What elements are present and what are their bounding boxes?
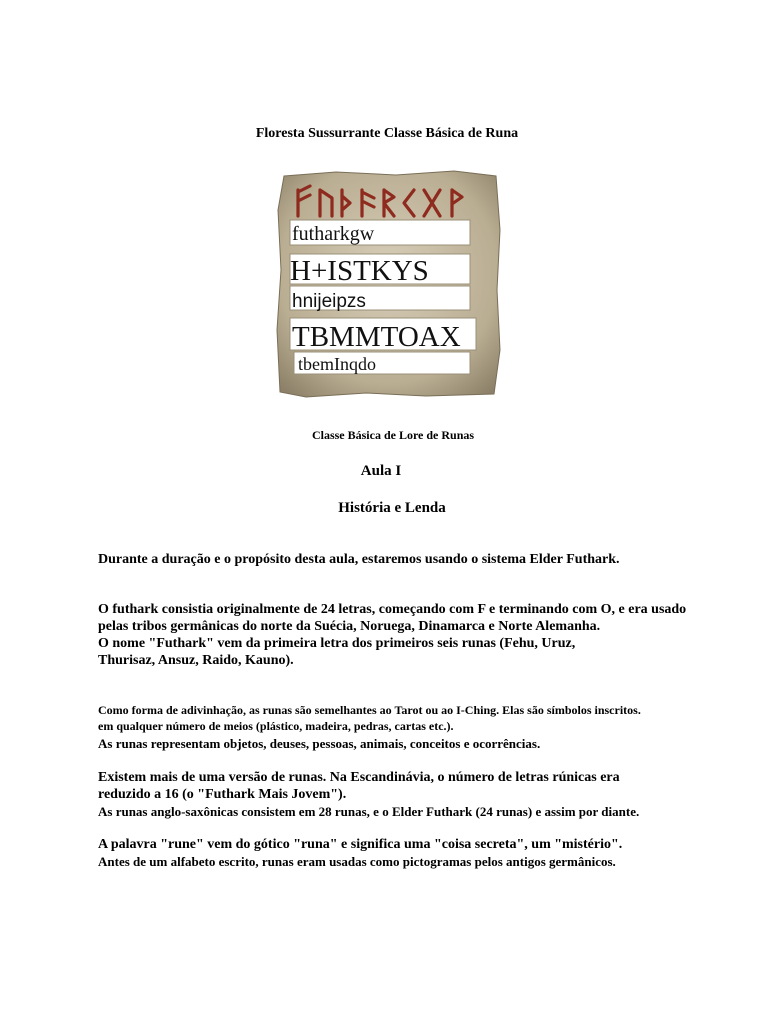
divination-line-1: Como forma de adivinhação, as runas são semelhantes ao Tarot ou ao I-Ching. Elas são símbolos inscritos. bbox=[98, 703, 641, 717]
rune-row-2-runes: H+ISTKYS bbox=[290, 255, 429, 287]
paragraph-intro: Durante a duração e o propósito desta aula, estaremos usando o sistema Elder Futhark. bbox=[98, 552, 620, 567]
document-title: Floresta Sussurrante Classe Básica de Runa bbox=[255, 126, 519, 141]
paragraph-versions bbox=[98, 769, 658, 820]
rune-row-3-latin: tbemInqdo bbox=[298, 354, 376, 374]
etymology-line-2: Antes de um alfabeto escrito, runas eram usadas como pictogramas pelos antigos germânicos. bbox=[98, 854, 616, 869]
versions-younger-futhark: Existem mais de uma versão de runas. Na Escandinávia, o número de letras rúnicas era reduzido a 16 (o "Futhark Mais Jovem"). bbox=[98, 770, 620, 802]
lesson-subheading: História e Lenda bbox=[338, 500, 446, 516]
paragraph-divination bbox=[98, 702, 698, 752]
rune-row-2-latin: hnijeipzs bbox=[292, 291, 366, 312]
paragraph-futhark-origin: O futhark consistia originalmente de 24 letras, começando com F e terminando com O, e era usado pelas tribos germânicas do norte da Suécia, Noruega, Dinamarca e Norte Alemanha. bbox=[98, 602, 687, 634]
class-subtitle: Classe Básica de Lore de Runas bbox=[311, 428, 475, 442]
rune-row-3-runes: TBMMTOAX bbox=[292, 321, 461, 353]
paragraph-etymology bbox=[98, 836, 698, 870]
paragraph-futhark bbox=[98, 601, 694, 669]
etymology-line-1: A palavra "rune" vem do gótico "runa" e significa uma "coisa secreta", um "mistério". bbox=[98, 837, 623, 852]
lesson-heading: Aula I bbox=[360, 463, 402, 479]
paragraph-futhark-name: O nome "Futhark" vem da primeira letra dos primeiros seis runas (Fehu, Uruz, Thurisaz, Ansuz, Raido, Kauno). bbox=[98, 636, 576, 668]
divination-line-3: As runas representam objetos, deuses, pessoas, animais, conceitos e ocorrências. bbox=[98, 736, 541, 751]
rune-alphabet-image bbox=[276, 170, 502, 398]
versions-anglo-saxon: As runas anglo-saxônicas consistem em 28 runas, e o Elder Futhark (24 runas) e assim por diante. bbox=[98, 804, 640, 819]
rune-row-1-latin: futharkgw bbox=[292, 223, 375, 245]
divination-line-2: em qualquer número de meios (plástico, madeira, pedras, cartas etc.). bbox=[98, 719, 454, 733]
